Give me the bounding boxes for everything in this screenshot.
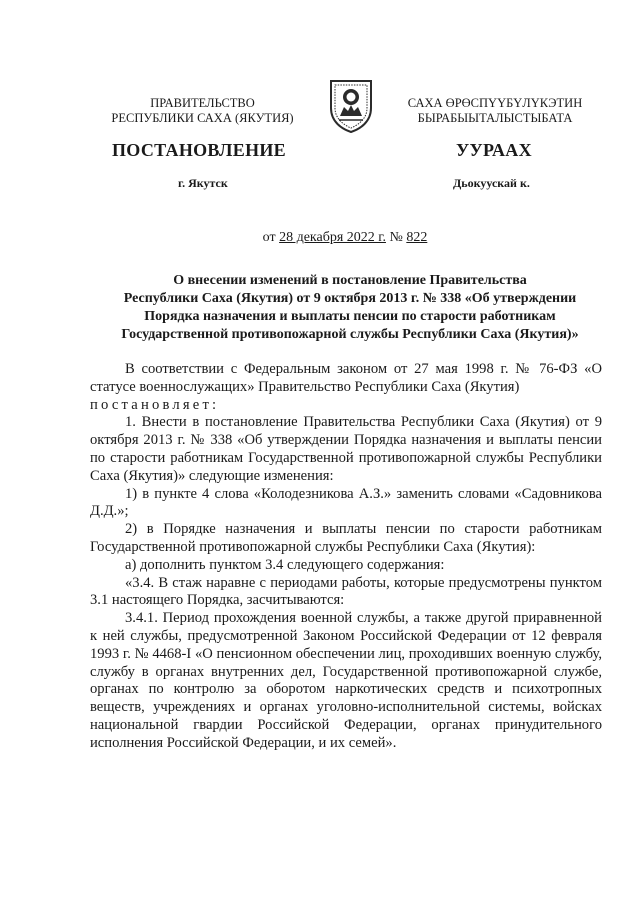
item-1-2: 2) в Порядке назначения и выплаты пенсии по старости работникам Государственной противопожарной службы Республики Саха (Якутия): bbox=[90, 521, 602, 555]
doc-type-sah: УУРААХ bbox=[456, 140, 532, 160]
doc-type-ru: ПОСТАНОВЛЕНИЕ bbox=[112, 140, 286, 160]
item-1: 1. Внести в постановление Правительства Республики Саха (Якутия) от 9 октября 2013 г. № 338 «Об утверждении Порядка назначения и выплаты пенсии по старости работникам Государственной противопожарной службы Республики Саха (Якутия)» следующие изменения: bbox=[90, 414, 602, 484]
resolves-word: постановляет: bbox=[90, 396, 220, 413]
title-line: Республики Саха (Якутия) от 9 октября 2013 г. № 338 «Об утверждении bbox=[123, 291, 577, 306]
header-right-block bbox=[390, 96, 600, 126]
quote-3-4: «3.4. В стаж наравне с периодами работы, которые предусмотрены пунктом 3.1 настоящего Порядка, засчитываются: bbox=[90, 574, 602, 609]
item-1-1: 1) в пункте 4 слова «Колодезникова А.З.» заменить словами «Садовникова Д.Д.»; bbox=[90, 485, 602, 520]
document-title bbox=[80, 272, 620, 344]
date-prefix: от bbox=[262, 230, 276, 245]
header-left-line2: РЕСПУБЛИКИ САХА (ЯКУТИЯ) bbox=[111, 111, 294, 125]
header-left-block bbox=[95, 96, 310, 126]
document-date: 28 декабря 2022 г. bbox=[279, 230, 386, 245]
number-sign: № bbox=[389, 230, 403, 245]
header-right-line2: БЫРАБЫЫТАЛЫСТЫБАТА bbox=[417, 111, 573, 125]
title-line: Порядка назначения и выплаты пенсии по старости работникам bbox=[144, 309, 556, 324]
city-sah: Дьокуускай к. bbox=[453, 176, 530, 190]
title-line: О внесении изменений в постановление Правительства bbox=[173, 273, 527, 288]
header-right-line1: САХА ӨРӨСПҮҮБҮЛҮКЭТИН bbox=[407, 96, 583, 110]
document-number: 822 bbox=[406, 230, 428, 245]
date-number-line bbox=[0, 230, 640, 246]
city-ru: г. Якутск bbox=[178, 176, 228, 190]
item-1-2-a: а) дополнить пунктом 3.4 следующего содержания: bbox=[125, 556, 445, 573]
coat-of-arms-icon bbox=[326, 78, 376, 134]
header-left-line1: ПРАВИТЕЛЬСТВО bbox=[150, 96, 255, 110]
quote-3-4-1: 3.4.1. Период прохождения военной службы, а также другой приравненной к ней службы, предусмотренной Законом Российской Федерации от 12 февраля 1993 г. № 4468-I «О пенсионном обеспечении лиц, проходивших военную службу, службу в органах внутренних дел, Государственной противопожарной службе, органах по контролю за оборотом наркотических средств и психотропных веществ, учреждениях и органах уголовно-исполнительной системы, войсках национальной гвардии Российской Федерации, органах принудительного исполнения Российской Федерации, и их семей». bbox=[90, 610, 602, 751]
document-body bbox=[90, 361, 602, 753]
title-line: Государственной противопожарной службы Республики Саха (Якутия)» bbox=[121, 327, 579, 342]
intro-paragraph: В соответствии с Федеральным законом от 27 мая 1998 г. № 76-ФЗ «О статусе военнослужащих» Правительство Республики Саха (Якутия) bbox=[90, 361, 602, 395]
